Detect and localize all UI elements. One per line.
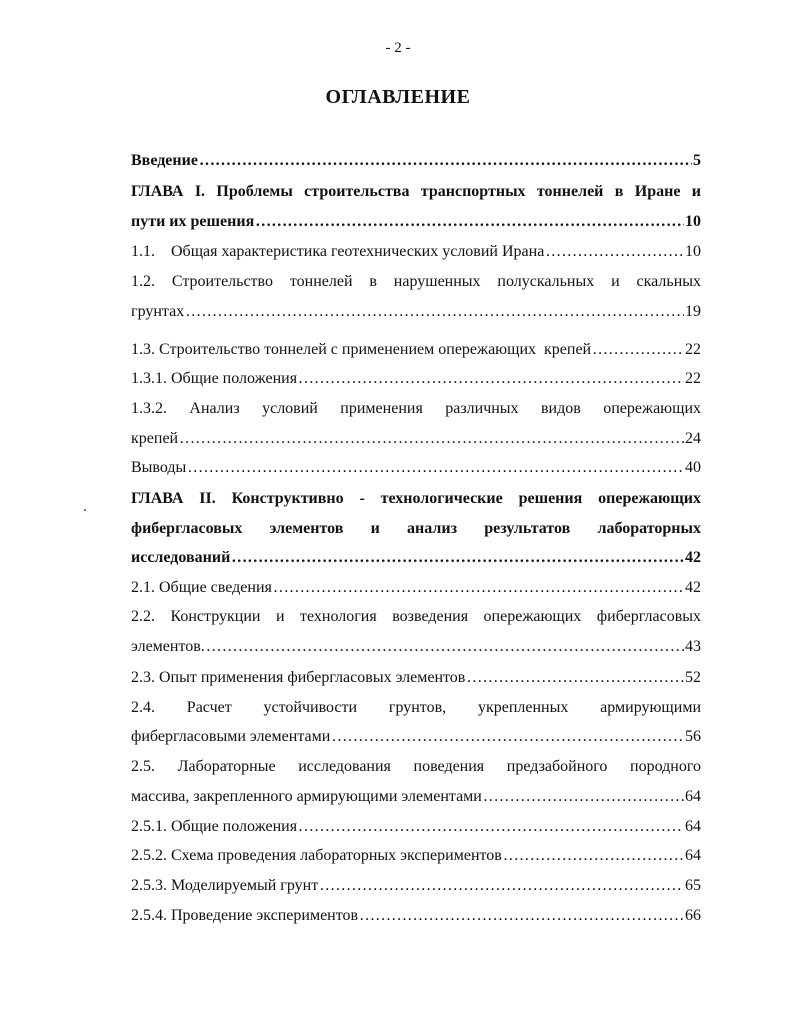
toc-leader	[503, 846, 684, 866]
toc-entry-text: 2.1. Общие сведения	[131, 579, 272, 596]
toc-leader	[273, 578, 684, 598]
toc-page: 19	[685, 303, 701, 320]
toc-entry-chapter2-line1[interactable]: ГЛАВА II. Конструктивно - технологические решения опережающих	[131, 490, 701, 507]
toc-page: 64	[685, 847, 701, 864]
toc-entry-text: массива, закрепленного армирующими элементами	[131, 788, 482, 805]
toc-entry-conclusions[interactable]	[131, 458, 701, 478]
toc-entry-2-4[interactable]	[131, 727, 701, 747]
toc-page: 24	[685, 430, 701, 447]
toc-entry-2-4-line1[interactable]: 2.4. Расчет устойчивости грунтов, укрепленных армирующими	[131, 699, 701, 716]
toc-entry-text: 1.1. Общая характеристика геотехнических условий Ирана	[131, 243, 545, 260]
toc-leader	[255, 212, 684, 232]
toc-entry-text: фибергласовыми элементами	[131, 728, 331, 745]
toc-leader	[185, 302, 684, 322]
scan-speck	[84, 509, 86, 511]
toc-entry-1-3-2-line1[interactable]: 1.3.2. Анализ условий применения различных видов опережающих	[131, 400, 701, 417]
toc-leader	[592, 340, 684, 360]
toc-page: 42	[685, 579, 701, 596]
toc-entry-2-5-4[interactable]	[131, 906, 701, 926]
toc-entry-1-1[interactable]	[131, 242, 701, 262]
toc-page: 22	[685, 341, 701, 358]
toc-entry-text: 2.5.3. Моделируемый грунт	[131, 877, 319, 894]
toc-leader	[179, 429, 684, 449]
toc-entry-2-5-2[interactable]	[131, 846, 701, 866]
toc-entry-text: 2.3. Опыт применения фибергласовых элементов	[131, 669, 466, 686]
toc-entry-text: исследований	[131, 549, 231, 566]
toc-entry-2-2-line1[interactable]: 2.2. Конструкции и технология возведения опережающих фибергласовых	[131, 608, 701, 625]
toc-entry-text: 2.5.4. Проведение экспериментов	[131, 907, 359, 924]
toc-leader	[231, 548, 684, 568]
toc-entry-chapter2[interactable]	[131, 548, 701, 568]
toc-entry-text: пути их решения	[131, 213, 255, 230]
toc-entry-2-5-line1[interactable]: 2.5. Лабораторные исследования поведения предзабойного породного	[131, 758, 701, 775]
toc-leader	[199, 151, 692, 171]
toc-leader	[331, 727, 684, 747]
toc-entry-text: крепей	[131, 430, 179, 447]
toc-entry-1-3-2[interactable]	[131, 429, 701, 449]
toc-leader	[466, 668, 684, 688]
toc-page: 40	[685, 459, 701, 476]
toc-page: 10	[685, 243, 701, 260]
toc-entry-chapter1[interactable]	[131, 212, 701, 232]
toc-page: 64	[685, 818, 701, 835]
toc-entry-1-3[interactable]	[131, 340, 701, 360]
toc-page: 52	[685, 669, 701, 686]
toc-entry-intro[interactable]	[131, 151, 701, 171]
toc-leader	[359, 906, 684, 926]
toc-page: 10	[685, 213, 701, 230]
toc-entry-2-5-1[interactable]	[131, 817, 701, 837]
toc-page: 5	[693, 152, 701, 169]
toc-page: 64	[685, 788, 701, 805]
toc-entry-text: 2.5.2. Схема проведения лабораторных экспериментов	[131, 847, 502, 864]
page-number: - 2 -	[385, 40, 411, 56]
page-title: ОГЛАВЛЕНИЕ	[325, 86, 471, 108]
toc-entry-2-5[interactable]	[131, 787, 701, 807]
toc-entry-1-2-line1[interactable]: 1.2. Строительство тоннелей в нарушенных полускальных и скальных	[131, 273, 701, 290]
toc-page: 42	[685, 549, 701, 566]
toc-entry-2-1[interactable]	[131, 578, 701, 598]
toc-leader	[298, 369, 684, 389]
toc-page: 56	[685, 728, 701, 745]
toc-page: 66	[685, 907, 701, 924]
toc-page: 43	[685, 638, 701, 655]
toc-leader	[545, 242, 684, 262]
toc-entry-text: грунтах	[131, 303, 185, 320]
toc-entry-1-2[interactable]	[131, 302, 701, 322]
toc-entry-text: 2.5.1. Общие положения	[131, 818, 298, 835]
toc-leader	[483, 787, 684, 807]
toc-entry-text: Выводы	[131, 459, 187, 476]
toc-entry-2-5-3[interactable]	[131, 876, 701, 896]
toc-entry-chapter2-line2[interactable]: фибергласовых элементов и анализ результатов лабораторных	[131, 520, 701, 537]
toc-entry-text: 1.3. Строительство тоннелей с применением опережающих крепей	[131, 341, 592, 358]
toc-page: 22	[685, 370, 701, 387]
toc-entry-1-3-1[interactable]	[131, 369, 701, 389]
toc-entry-2-2[interactable]	[131, 637, 701, 657]
toc-page: 65	[685, 877, 701, 894]
toc-leader	[206, 637, 684, 657]
toc-entry-text: Введение	[131, 152, 198, 169]
toc-entry-text: элементов.	[131, 638, 205, 655]
toc-leader	[298, 817, 684, 837]
toc-entry-chapter1-line1[interactable]: ГЛАВА I. Проблемы строительства транспортных тоннелей в Иране и	[131, 183, 701, 200]
toc-leader	[319, 876, 684, 896]
toc-entry-2-3[interactable]	[131, 668, 701, 688]
toc-entry-text: 1.3.1. Общие положения	[131, 370, 298, 387]
toc-leader	[187, 458, 684, 478]
